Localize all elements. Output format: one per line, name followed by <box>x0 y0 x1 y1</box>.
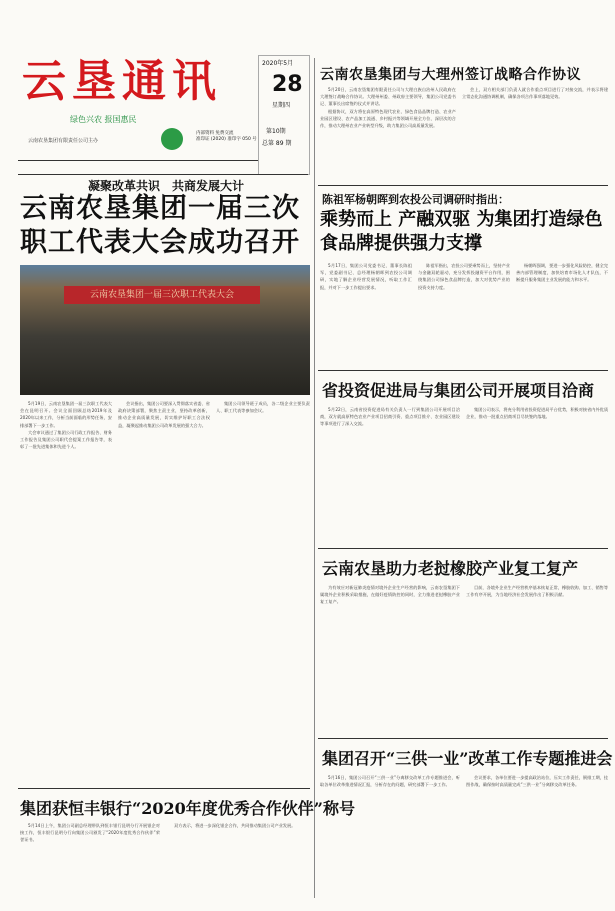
article-body <box>418 262 510 366</box>
lead-kicker: 凝聚改革共识 共商发展大计 <box>88 179 245 193</box>
article-paragraph: 5月16日，集团公司召开“三供一业”分离移交改革工作专题推进会，听取各单位改革推进情况汇报，分析存在的问题，研究部署下一步工作。 <box>320 775 460 788</box>
section-rule <box>318 738 608 739</box>
article-headline: 省投资促进局与集团公司开展项目洽商 <box>322 381 595 400</box>
article-body <box>462 86 608 182</box>
section-rule <box>18 174 308 175</box>
article-paragraph: 会上，双方相关部门负责人就合作重点项目进行了对接交流，并表示将建立常态化沟通协调机制，确保各项合作事项落地见效。 <box>462 87 608 100</box>
date-day: 28 <box>272 72 303 97</box>
article-paragraph: 5月17日，集团公司党委书记、董事长陈祖军，党委副书记、总经理杨朝晖到农投公司调研，实地了解企业经营发展情况，听取工作汇报，并对下一步工作提出要求。 <box>320 263 412 290</box>
article-body <box>216 400 310 780</box>
date-weekday: 星期四 <box>272 102 291 109</box>
section-rule <box>18 788 310 789</box>
masthead-info <box>196 131 257 143</box>
article-headline: 集团召开“三供一业”改革工作专题推进会 <box>322 749 613 768</box>
masthead-info-line: 内部资料 免费交流 <box>196 131 234 136</box>
masthead-info-line: 准印证 (2020) 准印字 050 号 <box>196 137 257 142</box>
article-paragraph: 目前，各境外企业生产经营秩序基本恢复正常，橡胶收购、加工、销售等工作有序开展，为当地经济社会发展作出了积极贡献。 <box>466 585 608 598</box>
lead-photo <box>20 265 310 395</box>
total-issue-number: 总第 89 期 <box>262 140 292 147</box>
article-paragraph: 5月19日，云南农垦集团一届三次职工代表大会在昆明召开。会议全面回顾总结2019年及2020年以来工作，分析当前面临的形势任务，安排部署下一步工作。 <box>20 401 112 428</box>
date-year-month: 2020年5月 <box>262 60 294 67</box>
article-headline: 云南农垦集团与大理州签订战略合作协议 <box>320 67 581 83</box>
article-body <box>320 262 412 366</box>
article-paragraph: 为有效应对新冠肺炎疫情对境外企业生产经营的影响，云南农垦集团下属境外企业积极采取措施，在做好疫情防控的同时，全力推进老挝橡胶产业复工复产。 <box>320 585 460 605</box>
masthead-slogan: 绿色兴农 报国惠民 <box>70 115 137 124</box>
article-body <box>466 406 608 544</box>
article-body <box>118 400 210 780</box>
right-lead-headline: 乘势而上 产融双驱 为集团打造绿色食品牌提供强力支撑 <box>320 209 603 254</box>
section-rule <box>318 548 608 549</box>
issue-number: 第10期 <box>266 128 286 135</box>
lead-photo-banner: 云南农垦集团一届三次职工代表大会 <box>64 286 260 304</box>
masthead-publisher: 云南农垦集团有限责任公司主办 <box>28 138 99 144</box>
article-paragraph: 5月14日上午，集团公司副总经理带队到恒丰银行昆明分行开展银企对接工作，恒丰银行昆明分行向集团公司颁发了“2020年度优秀合作伙伴”荣誉证书。 <box>20 823 160 843</box>
article-body <box>466 774 608 906</box>
article-body <box>20 822 160 906</box>
article-headline: 云南农垦助力老挝橡胶产业复工复产 <box>322 559 579 578</box>
article-paragraph: 5月22日，云南省投资促进局有关负责人一行到集团公司开展项目洽商，双方就高原特色农业产业项目招商引资、重点项目推介、农业园区建设等事项进行了深入交流。 <box>320 407 460 427</box>
article-paragraph: 陈祖军指出，农投公司要乘势而上，坚持产业与金融双轮驱动，充分发挥投融资平台作用，围绕集团公司绿色食品牌打造，加大对优势产业的投资支持力度。 <box>418 263 510 290</box>
article-paragraph: 集团公司领导班子成员，各二级企业主要负责人、职工代表等参加会议。 <box>216 401 310 414</box>
section-rule <box>318 370 608 371</box>
right-lead-kicker: 陈祖军杨朝晖到农投公司调研时指出： <box>322 193 509 206</box>
column-divider <box>314 58 315 898</box>
article-body <box>320 86 456 182</box>
article-body <box>466 584 608 734</box>
article-paragraph: 双方表示，将进一步深化银企合作，共同推动集团公司产业发展。 <box>174 823 296 828</box>
masthead-logo: 云垦通讯 <box>22 56 222 107</box>
article-body <box>20 400 112 780</box>
masthead-rule <box>18 160 258 161</box>
article-paragraph: 根据协议，双方将在高原特色现代农业、绿色食品品牌打造、农业产业园区建设、农产品加工流通、乡村振兴等领域开展全方位、深层次的合作，推动大理州农业产业转型升级，助力集团公司高质量发展。 <box>320 108 456 129</box>
article-paragraph: 杨朝晖强调，要进一步强化风险防控，健全完善内部管理制度，加快培育市场化人才队伍，不断提升服务集团主业发展的能力和水平。 <box>516 263 608 283</box>
article-body <box>166 822 310 906</box>
masthead-emblem-icon <box>161 128 183 150</box>
article-paragraph: 大会审议通过了集团公司行政工作报告、财务工作报告及集团公司职代会提案工作报告等，表彰了一批先进集体和先进个人。 <box>20 429 112 450</box>
section-rule <box>318 185 608 186</box>
article-body <box>320 406 460 544</box>
article-paragraph: 集团公司表示，将充分利用省投资促进局平台优势，积极对接省内外优质企业，推动一批重点招商项目尽快签约落地。 <box>466 407 608 420</box>
article-paragraph: 会议要求，各单位要进一步提高政治站位，压实工作责任，倒排工期，挂图作战，确保按时高质量完成“三供一业”分离移交改革任务。 <box>466 775 608 788</box>
lead-headline: 云南农垦集团一届三次职工代表大会成功召开 <box>20 193 300 258</box>
article-headline: 集团获恒丰银行“2020年度优秀合作伙伴”称号 <box>20 799 355 818</box>
article-paragraph: 会议指出，集团公司要深入贯彻落实省委、省政府决策部署，聚焦主责主业，坚持改革创新，推动企业高质量发展，切实维护好职工合法权益，凝聚起推动集团公司改革发展的强大合力。 <box>118 401 210 428</box>
article-body <box>320 584 460 734</box>
article-paragraph: 5月20日，云南农垦集团有限责任公司与大理白族自治州人民政府在大理签订战略合作协议。大理州州委、州政府主要领导，集团公司党委书记、董事长出席签约仪式并讲话。 <box>320 87 456 107</box>
article-body <box>320 774 460 906</box>
article-body <box>516 262 608 366</box>
